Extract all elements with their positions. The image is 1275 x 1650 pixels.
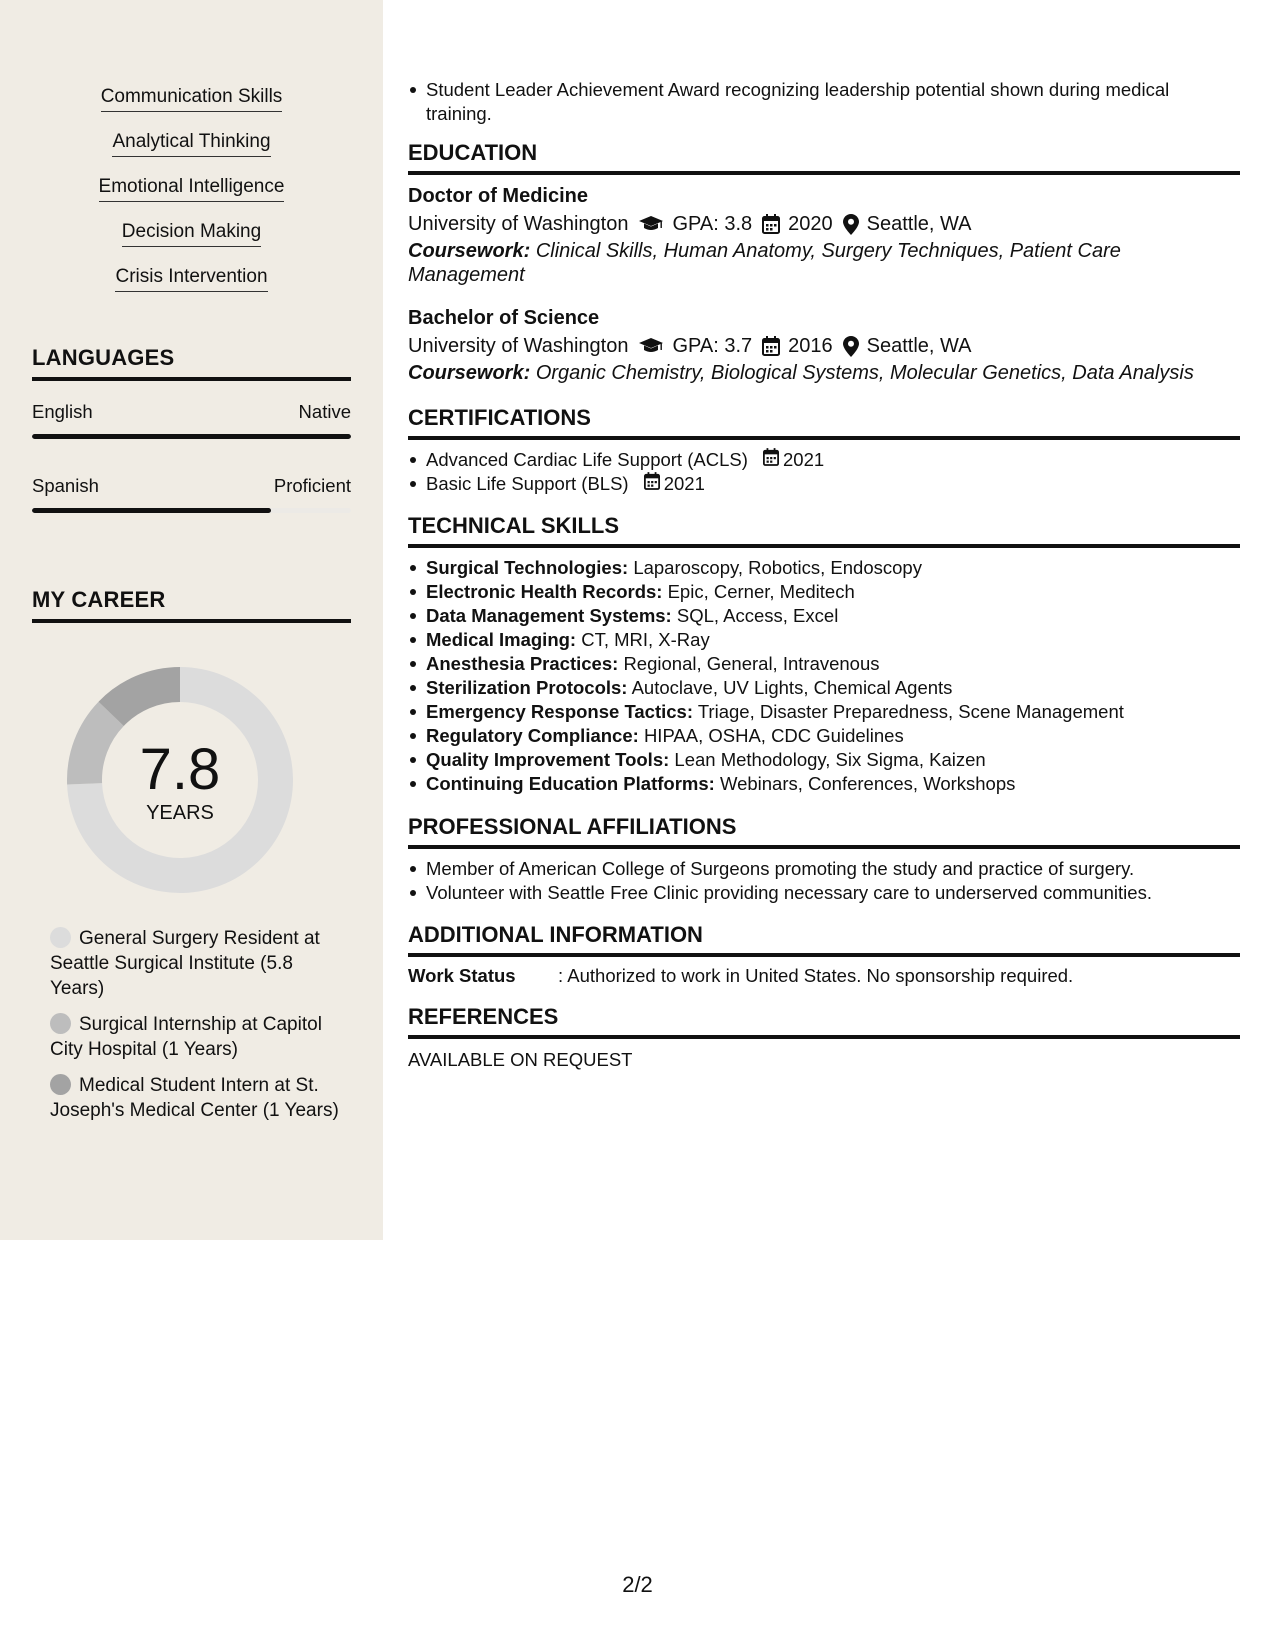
technical-skill-item bbox=[408, 556, 1240, 580]
affiliation-item: Volunteer with Seattle Free Clinic providing necessary care to underserved communities. bbox=[408, 881, 1240, 905]
education-details bbox=[408, 331, 1240, 361]
language-level: Native bbox=[298, 401, 351, 422]
technical-skill-label: Continuing Education Platforms: bbox=[426, 773, 715, 794]
references-text: AVAILABLE ON REQUEST bbox=[408, 1049, 633, 1070]
graduation-year: 2020 bbox=[788, 213, 833, 235]
technical-skill-value: HIPAA, OSHA, CDC Guidelines bbox=[643, 725, 904, 746]
language-level: Proficient bbox=[273, 475, 351, 496]
language-bar bbox=[32, 508, 351, 513]
technical-skill-label: Sterilization Protocols: bbox=[426, 677, 628, 698]
certification-year: 2021 bbox=[663, 473, 705, 494]
technical-skill-item bbox=[408, 676, 1240, 700]
technical-skill-item bbox=[408, 604, 1240, 628]
language-bar-fill bbox=[32, 434, 351, 439]
language-row bbox=[32, 401, 351, 423]
education-details bbox=[408, 209, 1240, 239]
page-number: 2/2 bbox=[622, 1572, 653, 1597]
location: Seattle, WA bbox=[866, 335, 972, 357]
affiliation-item: Member of American College of Surgeons promoting the study and practice of surgery. bbox=[408, 857, 1240, 881]
technical-skills-heading: TECHNICAL SKILLS bbox=[408, 513, 1240, 548]
technical-skill-value: Lean Methodology, Six Sigma, Kaizen bbox=[674, 749, 986, 770]
school-name: University of Washington bbox=[408, 335, 629, 357]
career-legend-item bbox=[50, 926, 340, 1001]
graduation-year: 2016 bbox=[788, 335, 833, 357]
technical-skill-value: Autoclave, UV Lights, Chemical Agents bbox=[631, 677, 953, 698]
languages-heading: LANGUAGES bbox=[32, 345, 351, 381]
location: Seattle, WA bbox=[866, 213, 972, 235]
technical-skill-label: Medical Imaging: bbox=[426, 629, 577, 650]
technical-skill-item bbox=[408, 580, 1240, 604]
skill-item: Decision Making bbox=[122, 221, 261, 247]
gpa: GPA: 3.7 bbox=[672, 335, 753, 357]
technical-skill-value: SQL, Access, Excel bbox=[676, 605, 839, 626]
additional-info-heading: ADDITIONAL INFORMATION bbox=[408, 922, 1240, 957]
career-legend-label: General Surgery Resident at Seattle Surgical Institute (5.8 Years) bbox=[50, 928, 320, 999]
technical-skill-label: Data Management Systems: bbox=[426, 605, 672, 626]
language-row bbox=[32, 475, 351, 497]
technical-skill-value: Regional, General, Intravenous bbox=[623, 653, 880, 674]
technical-skill-value: Triage, Disaster Preparedness, Scene Management bbox=[697, 701, 1124, 722]
calendar-icon bbox=[644, 472, 664, 496]
certification-name: Advanced Cardiac Life Support (ACLS) bbox=[426, 449, 748, 470]
legend-dot bbox=[50, 927, 71, 948]
affiliations-list bbox=[408, 857, 1240, 905]
gpa: GPA: 3.8 bbox=[672, 213, 753, 235]
technical-skill-item bbox=[408, 772, 1240, 796]
career-total: 7.8 bbox=[139, 737, 221, 802]
skill-item: Communication Skills bbox=[101, 86, 283, 112]
school-name: University of Washington bbox=[408, 213, 629, 235]
main-column bbox=[408, 78, 1240, 1071]
skill-item: Crisis Intervention bbox=[115, 266, 267, 292]
technical-skill-label: Quality Improvement Tools: bbox=[426, 749, 670, 770]
career-legend-label: Surgical Internship at Capitol City Hospital (1 Years) bbox=[50, 1014, 322, 1060]
technical-skill-item bbox=[408, 700, 1240, 724]
certification-item bbox=[408, 472, 1240, 496]
work-status-row bbox=[408, 965, 1240, 987]
technical-skill-label: Emergency Response Tactics: bbox=[426, 701, 693, 722]
language-bar bbox=[32, 434, 351, 439]
career-legend-item bbox=[50, 1012, 340, 1062]
certification-year: 2021 bbox=[783, 449, 825, 470]
map-pin-icon bbox=[843, 214, 859, 235]
coursework-list: Clinical Skills, Human Anatomy, Surgery Techniques, Patient Care Management bbox=[408, 240, 1121, 286]
legend-dot bbox=[50, 1013, 71, 1034]
certifications-heading: CERTIFICATIONS bbox=[408, 405, 1240, 440]
legend-dot bbox=[50, 1074, 71, 1095]
technical-skill-value: Laparoscopy, Robotics, Endoscopy bbox=[633, 557, 922, 578]
technical-skill-label: Regulatory Compliance: bbox=[426, 725, 639, 746]
technical-skill-value: Webinars, Conferences, Workshops bbox=[719, 773, 1016, 794]
sidebar bbox=[0, 0, 383, 1240]
degree-title: Bachelor of Science bbox=[408, 307, 600, 329]
technical-skill-item bbox=[408, 628, 1240, 652]
career-legend-label: Medical Student Intern at St. Joseph's Medical Center (1 Years) bbox=[50, 1075, 339, 1121]
graduation-cap-icon bbox=[638, 337, 664, 355]
work-status-value: : Authorized to work in United States. No sponsorship required. bbox=[558, 965, 1074, 986]
work-status-label: Work Status bbox=[408, 965, 516, 986]
references-heading: REFERENCES bbox=[408, 1004, 1240, 1039]
education-heading: EDUCATION bbox=[408, 140, 1240, 175]
soft-skills-list bbox=[32, 86, 351, 311]
technical-skill-label: Electronic Health Records: bbox=[426, 581, 663, 602]
language-bar-fill bbox=[32, 508, 271, 513]
language-name: English bbox=[32, 401, 93, 422]
degree-title: Doctor of Medicine bbox=[408, 185, 589, 207]
coursework bbox=[408, 239, 1240, 287]
technical-skill-label: Anesthesia Practices: bbox=[426, 653, 619, 674]
certification-name: Basic Life Support (BLS) bbox=[426, 473, 629, 494]
technical-skill-item bbox=[408, 724, 1240, 748]
education-entry bbox=[408, 183, 1240, 287]
language-name: Spanish bbox=[32, 475, 99, 496]
technical-skill-item bbox=[408, 652, 1240, 676]
calendar-icon bbox=[762, 336, 780, 356]
languages-section bbox=[32, 345, 351, 513]
map-pin-icon bbox=[843, 336, 859, 357]
coursework bbox=[408, 361, 1240, 385]
career-legend bbox=[50, 926, 340, 1134]
coursework-list: Organic Chemistry, Biological Systems, Molecular Genetics, Data Analysis bbox=[535, 362, 1194, 384]
certification-item bbox=[408, 448, 1240, 472]
technical-skill-value: CT, MRI, X-Ray bbox=[581, 629, 710, 650]
coursework-label: Coursework: bbox=[408, 362, 531, 384]
career-heading: MY CAREER bbox=[32, 587, 351, 623]
technical-skill-value: Epic, Cerner, Meditech bbox=[667, 581, 855, 602]
career-unit: YEARS bbox=[146, 802, 214, 824]
technical-skills-list bbox=[408, 556, 1240, 796]
career-donut-chart bbox=[60, 660, 300, 900]
technical-skill-label: Surgical Technologies: bbox=[426, 557, 629, 578]
award-item: Student Leader Achievement Award recognizing leadership potential shown during medical training. bbox=[408, 78, 1240, 126]
coursework-label: Coursework: bbox=[408, 240, 531, 262]
skill-item: Emotional Intelligence bbox=[99, 176, 285, 202]
career-legend-item bbox=[50, 1073, 340, 1123]
calendar-icon bbox=[763, 448, 783, 472]
affiliations-heading: PROFESSIONAL AFFILIATIONS bbox=[408, 814, 1240, 849]
awards-list bbox=[408, 78, 1240, 126]
certifications-list bbox=[408, 448, 1240, 496]
education-entry bbox=[408, 305, 1240, 385]
technical-skill-item bbox=[408, 748, 1240, 772]
graduation-cap-icon bbox=[638, 215, 664, 233]
skill-item: Analytical Thinking bbox=[112, 131, 270, 157]
calendar-icon bbox=[762, 214, 780, 234]
career-section bbox=[32, 587, 351, 623]
